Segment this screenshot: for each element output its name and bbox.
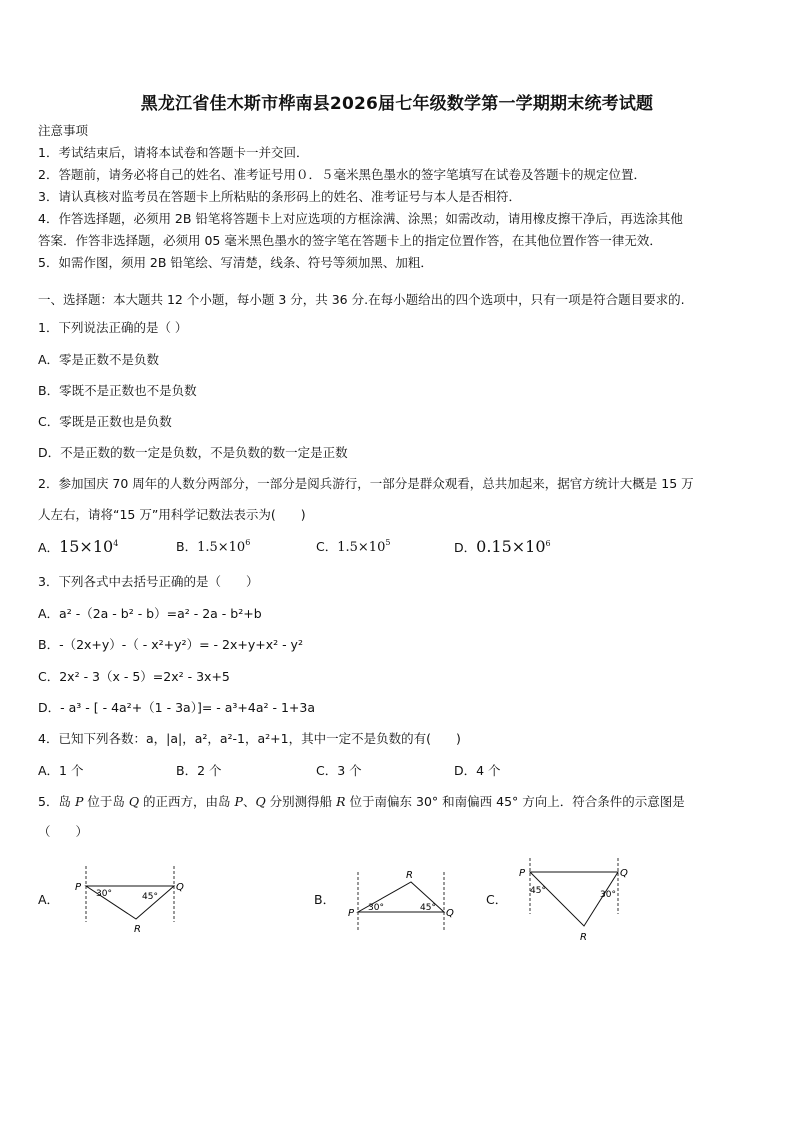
notice-item-4-cont: 答案．作答非选择题，必须用 05 毫米黑色墨水的签字笔在答题卡上的指定位置作答，在其他位置作答一律无效．	[38, 233, 662, 248]
q4-option-c: C．3 个	[316, 763, 362, 778]
q5-stem-q: Q	[128, 794, 140, 809]
fig-c-label-q: Q	[620, 868, 628, 879]
q1-option-a: A．零是正数不是负数	[38, 352, 160, 367]
fig-c-label-r: R	[580, 932, 587, 943]
q2-option-d-base: 0.15×10	[476, 537, 546, 556]
q2-stem-line1: 2．参加国庆 70 周年的人数分两部分，一部分是阅兵游行，一部分是群众观看，总共加起来，据官方统计大概是 15 万	[38, 476, 694, 491]
fig-b-label-r: R	[406, 870, 413, 881]
q5-figure-b	[340, 864, 464, 934]
q2-option-a-letter: A．	[38, 540, 60, 555]
q4-option-b: B．2 个	[176, 763, 222, 778]
fig-b-label-q: Q	[446, 908, 454, 919]
q5-stem	[38, 792, 685, 810]
q3-stem: 3．下列各式中去括号正确的是（ ）	[38, 574, 259, 589]
fig-a-label-r: R	[134, 924, 141, 935]
fig-a-angle-p: 30°	[96, 889, 112, 899]
q2-option-b-letter: B．	[176, 539, 198, 554]
q2-option-b-exp: 6	[245, 538, 251, 547]
q5-stem-line2: （ ）	[38, 824, 89, 839]
q5-stem-mid4: 分别测得船	[265, 794, 337, 809]
q2-option-a-exp: 4	[113, 539, 119, 548]
q3-option-d: D．- a³ - [ - 4a²+（1 - 3a）]= - a³+4a² - 1+3a	[38, 700, 316, 715]
q4-stem: 4．已知下列各数：a，|a|，a²，a²-1，a²+1，其中一定不是负数的有( )	[38, 731, 461, 746]
notice-heading: 注意事项	[38, 123, 89, 138]
q3-option-b: B．-（2x+y）-（ - x²+y²）= - 2x+y+x² - y²	[38, 637, 303, 652]
q2-option-d-exp: 6	[545, 539, 551, 548]
q5-option-a: A．	[38, 892, 60, 907]
fig-b-label-p: P	[348, 908, 355, 919]
q2-option-b-base: 1.5×10	[197, 540, 246, 555]
notice-item-3: 3．请认真核对监考员在答题卡上所粘贴的条形码上的姓名、准考证号与本人是否相符．	[38, 189, 521, 204]
q5-stem-mid3: 、	[242, 794, 256, 809]
q2-option-c-base: 1.5×10	[337, 540, 386, 555]
q5-stem-r: R	[336, 794, 346, 809]
exam-title: 黑龙江省佳木斯市桦南县2026届七年级数学第一学期期末统考试题	[140, 94, 654, 114]
q5-option-c: C．	[486, 892, 508, 907]
q1-option-c: C．零既是正数也是负数	[38, 414, 172, 429]
q2-option-c-letter: C．	[316, 539, 338, 554]
fig-a-label-q: Q	[176, 882, 184, 893]
q5-stem-p: P	[74, 794, 84, 809]
q1-option-b: B．零既不是正数也不是负数	[38, 383, 197, 398]
section-heading: 一、选择题：本大题共 12 个小题，每小题 3 分，共 36 分.在每小题给出的四个选项中，只有一项是符合题目要求的.	[38, 292, 685, 307]
q2-option-b	[176, 537, 250, 555]
notice-item-1: 1．考试结束后，请将本试卷和答题卡一并交回．	[38, 145, 309, 160]
q1-stem: 1．下列说法正确的是（ ）	[38, 320, 188, 335]
q5-option-b: B．	[314, 892, 336, 907]
q4-option-a: A．1 个	[38, 763, 84, 778]
q5-stem-mid2: 的正西方，由岛	[139, 794, 235, 809]
q4-option-d: D．4 个	[454, 763, 501, 778]
q1-option-d: D．不是正数的数一定是负数，不是负数的数一定是正数	[38, 445, 348, 460]
fig-c-label-p: P	[519, 868, 526, 879]
fig-b-angle-p: 30°	[368, 903, 384, 913]
notice-item-2: 2．答题前，请务必将自己的姓名、准考证号用０．５毫米黑色墨水的签字笔填写在试卷及答题卡的规定位置．	[38, 167, 646, 182]
q2-option-c	[316, 537, 390, 555]
q5-stem-q2: Q	[255, 794, 266, 809]
q5-stem-post: 位于南偏东 30° 和南偏西 45° 方向上．符合条件的示意图是	[345, 794, 685, 809]
fig-a-label-p: P	[75, 882, 82, 893]
notice-item-5: 5．如需作图，须用 2B 铅笔绘、写清楚，线条、符号等须加黑、加粗．	[38, 255, 433, 270]
q3-option-c: C．2x² - 3（x - 5）=2x² - 3x+5	[38, 669, 230, 684]
notice-item-4: 4．作答选择题，必须用 2B 铅笔将答题卡上对应选项的方框涂满、涂黑；如需改动，请用橡皮擦干净后，再选涂其他	[38, 211, 683, 226]
fig-c-angle-p: 45°	[530, 886, 546, 896]
q5-stem-p2: P	[234, 794, 243, 809]
fig-b-angle-q: 45°	[420, 903, 436, 913]
q2-option-a	[38, 537, 118, 556]
q3-option-a: A．a² -（2a - b² - b）=a² - 2a - b²+b	[38, 606, 262, 621]
q2-option-d-letter: D．	[454, 540, 477, 555]
q2-stem-line2: 人左右，请将“15 万”用科学记数法表示为( )	[38, 507, 306, 522]
q5-figure-c	[514, 854, 642, 946]
q5-stem-pre: 5．岛	[38, 794, 75, 809]
fig-c-angle-q: 30°	[600, 890, 616, 900]
q2-option-d	[454, 537, 551, 556]
q5-figure-a	[70, 862, 190, 938]
fig-a-angle-q: 45°	[142, 892, 158, 902]
q2-option-c-exp: 5	[385, 538, 391, 547]
q2-option-a-base: 15×10	[59, 537, 114, 556]
q5-stem-mid1: 位于岛	[83, 794, 129, 809]
